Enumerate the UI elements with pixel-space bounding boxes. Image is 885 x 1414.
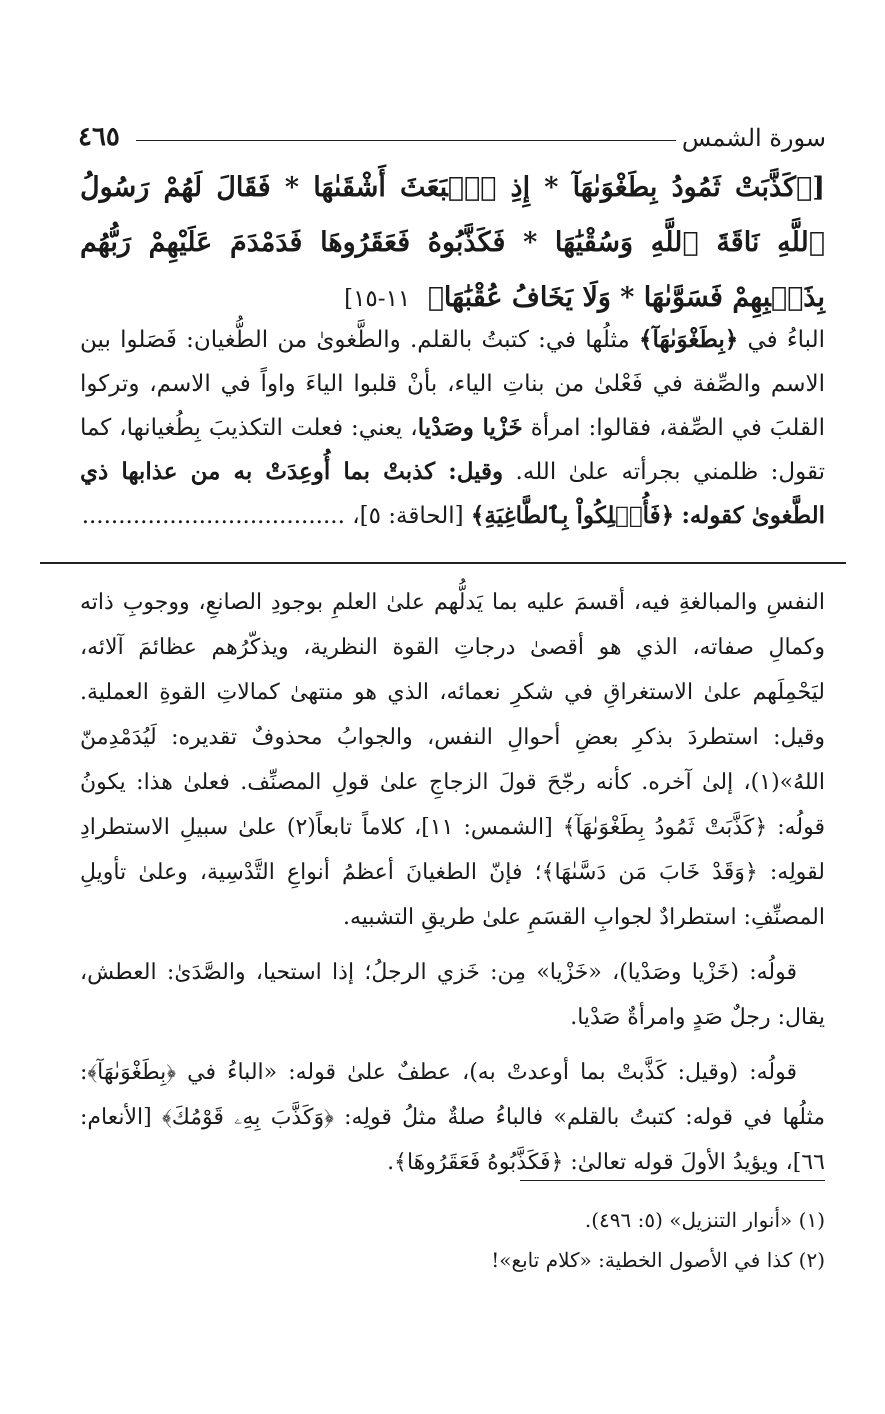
gloss-paragraph-2: قولُه: (خَزْيا وصَدْيا)، «خَزْيا» مِن: خَزي الرجلُ؛ إذا استحيا، والصَّدَىٰ: العطش، يقال: رجلٌ صَدٍ وامرأةٌ صَدْيا. xyxy=(80,960,825,1030)
verse-text: [﴿كَذَّبَتْ ثَمُودُ بِطَغْوَىٰهَآ * إِذِ ٱنۢبَعَثَ أَشْقَىٰهَا * فَقَالَ لَهُمْ رَسُولُ ٱللَّهِ نَاقَةَ ٱللَّهِ وَسُقْيَٰهَا * فَكَذَّبُوهُ فَعَقَرُوهَا فَدَمْدَمَ عَلَيْهِمْ رَبُّهُم بِذَنۢبِهِمْ فَسَوَّىٰهَا * وَلَا يَخَافُ عُقْبَٰهَا﴾ xyxy=(80,172,825,313)
gloss-paragraph-1: النفسِ والمبالغةِ فيه، أقسمَ عليه بما يَدلُّهم علىٰ العلمِ بوجودِ الصانعِ، ووجوبِ ذاته وكمالِ صفاته، الذي هو أقصىٰ درجاتِ القوة النظرية، ويذكّرُهم عظائمَ آلائه، ليَحْمِلَهم علىٰ الاستغراقِ في شكرِ نعمائه، الذي هو منتهىٰ كمالاتِ القوةِ العملية. وقيل: استطردَ بذكرِ بعضِ أحوالِ النفس، والجوابُ محذوفٌ تقديره: لَيُدَمْدِمنّ اللهُ»(١)، إلىٰ آخره. كأنه رجّحَ قولَ الزجاجِ علىٰ قولِ المصنِّف. فعلىٰ هذا: يكونُ قولُه: ﴿كَذَّبَتْ ثَمُودُ بِطَغْوَىٰهَآ﴾ [الشمس: ١١]، كلاماً تابعاً(٢) علىٰ سبيلِ الاستطرادِ لقولِه: ﴿وَقَدْ خَابَ مَن دَسَّىٰهَا﴾؛ فإنّ الطغيانَ أعظمُ أنواعِ التَّدْسِية، وعلىٰ تأويلِ المصنِّفِ: استطرادٌ لجوابِ القسَمِ علىٰ طريقِ التشبيه. xyxy=(80,590,826,930)
matn-text-2: مثلُها في: كتبتُ بالقلم. والطَّغوىٰ من الطُّغيان: فَصَلوا بين الاسم والصِّفة في فَعْلىٰ من بناتِ الياء، بأنْ قلبوا الياءَ واواً في الاسم، وتركوا القلبَ في الصِّفة، فقالوا: امرأة xyxy=(80,327,825,441)
gloss-paragraph-3: قولُه: (وقيل: كَذَّبتْ بما أوعدتْ به)، عطفٌ علىٰ قوله: «الباءُ في ﴿بِطَغْوَىٰهَآ﴾: مثلُها في قوله: كتبتُ بالقلم» فالباءُ صلةٌ مثلُ قولِه: ﴿وَكَذَّبَ بِهِۦ قَوْمُكَ﴾ [الأنعام: ٦٦]، ويؤيدُ الأولَ قوله تعالىٰ: ﴿فَكَذَّبُوهُ فَعَقَرُوهَا﴾. xyxy=(80,1060,825,1175)
base-commentary xyxy=(80,318,825,538)
gloss-commentary xyxy=(80,580,825,1195)
footnotes xyxy=(80,1200,825,1280)
quran-verse-block xyxy=(80,160,825,327)
page-number: ٤٦٥ xyxy=(78,122,120,152)
matn-quote-2: خَزْيا وصَدْيا xyxy=(417,414,523,441)
running-header xyxy=(78,118,826,158)
header-rule xyxy=(136,140,676,141)
matn-quote-1: ﴿بِطَغْوَىٰهَآ﴾ xyxy=(639,326,739,353)
section-divider xyxy=(40,562,846,564)
matn-text-1: الباءُ في xyxy=(738,327,826,353)
footnote-rule xyxy=(520,1180,825,1181)
matn-quote-4: ﴿فَأُهۡلِكُواْ بِٱلطَّاغِيَةِ﴾ xyxy=(470,502,675,529)
continuation-dots: .................................... xyxy=(81,503,345,529)
footnote-2: (٢) كذا في الأصول الخطية: «كلام تابع»! xyxy=(491,1248,825,1272)
verse-reference: ١١-١٥] xyxy=(344,286,411,312)
footnote-1: (١) «أنوار التنزيل» (٥: ٤٩٦). xyxy=(584,1208,825,1232)
matn-text-4: [الحاقة: ٥]، xyxy=(352,503,471,529)
surah-title: سورة الشمس xyxy=(681,124,826,152)
matn-text-3: ، يعني: فعلت التكذيبَ بِطُغيانها، كما تقول: ظلمني بجرأته علىٰ الله. xyxy=(80,415,826,485)
matn-quote-3: وقيل: كذبتْ بما أُوعِدَتْ به من عذابها ذي الطَّغوىٰ كقوله: xyxy=(80,458,825,529)
